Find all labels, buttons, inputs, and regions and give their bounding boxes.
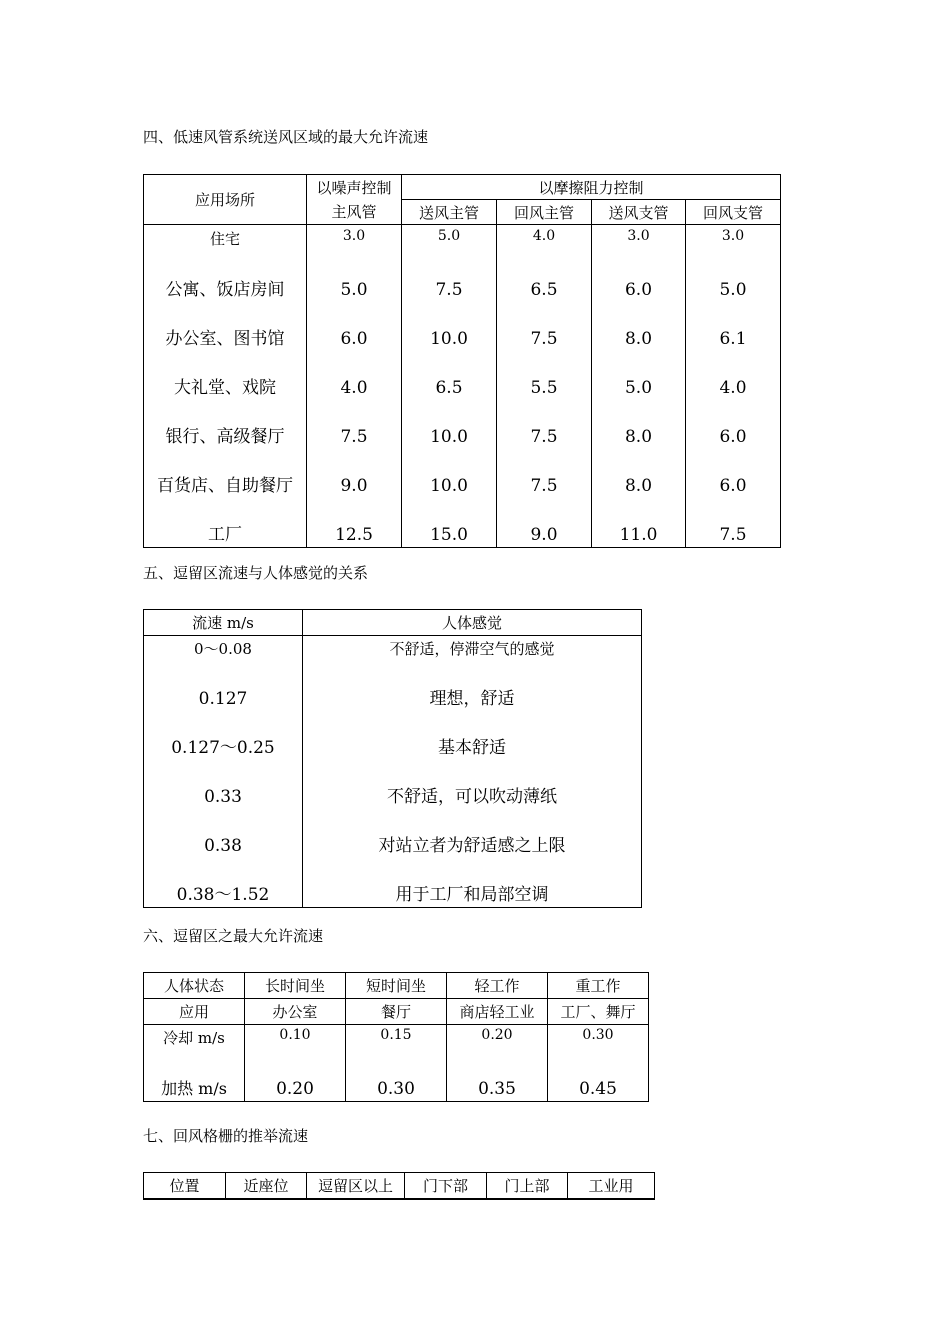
- table-row: [144, 809, 642, 858]
- cell: 5.0: [592, 351, 686, 400]
- table-row: [144, 760, 642, 809]
- section5-title: 五、逗留区流速与人体感觉的关系: [143, 564, 369, 582]
- table-row: [144, 662, 642, 711]
- table-row: [144, 400, 781, 449]
- header-friction: 以摩擦阻力控制: [402, 175, 781, 200]
- cell: 人体状态: [144, 973, 245, 999]
- table-row: [144, 498, 781, 548]
- header-cell: 近座位: [226, 1173, 307, 1200]
- cell-speed: 0.38: [144, 809, 303, 858]
- cell: 7.5: [402, 253, 497, 302]
- header-cell: 门下部: [405, 1173, 487, 1200]
- table-row: [144, 1052, 649, 1102]
- cell: 7.5: [497, 302, 592, 351]
- header-cell: 门上部: [487, 1173, 568, 1200]
- cell: 7.5: [497, 400, 592, 449]
- cell-speed: 0.38～1.52: [144, 858, 303, 908]
- cell: 6.1: [686, 302, 781, 351]
- cell-feeling: 基本舒适: [303, 711, 642, 760]
- header-noise-top: 以噪声控制: [307, 175, 402, 200]
- cell: 6.0: [307, 302, 402, 351]
- cell: 餐厅: [346, 999, 447, 1025]
- table-row: [144, 973, 649, 999]
- comfort-table: [143, 609, 642, 908]
- row-place: 办公室、图书馆: [144, 302, 307, 351]
- table-row: [144, 1025, 649, 1053]
- table-row: [144, 858, 642, 908]
- table-row: [144, 711, 642, 760]
- header-col: 送风支管: [592, 200, 686, 225]
- section4-title: 四、低速风管系统送风区域的最大允许流速: [143, 128, 429, 146]
- cell: 0.45: [548, 1052, 649, 1102]
- section6-title: 六、逗留区之最大允许流速: [143, 927, 324, 945]
- header-speed: 流速 m/s: [144, 610, 303, 636]
- row-place: 百货店、自助餐厅: [144, 449, 307, 498]
- cell: 8.0: [592, 302, 686, 351]
- cell: 0.15: [346, 1025, 447, 1053]
- cell: 6.5: [402, 351, 497, 400]
- cell: 短时间坐: [346, 973, 447, 999]
- cell-feeling: 用于工厂和局部空调: [303, 858, 642, 908]
- cell: 3.0: [686, 225, 781, 254]
- table-row: [144, 225, 781, 254]
- row-place: 住宅: [144, 225, 307, 254]
- cell: 5.5: [497, 351, 592, 400]
- cell: 8.0: [592, 449, 686, 498]
- cell: 0.30: [346, 1052, 447, 1102]
- cell: 0.20: [447, 1025, 548, 1053]
- row-place: 大礼堂、戏院: [144, 351, 307, 400]
- cell: 工厂、舞厅: [548, 999, 649, 1025]
- cell-speed: 0.127: [144, 662, 303, 711]
- cell: 4.0: [497, 225, 592, 254]
- table-row: [144, 1173, 655, 1200]
- cell: 12.5: [307, 498, 402, 548]
- cell: 3.0: [592, 225, 686, 254]
- return-grille-table: [143, 1172, 655, 1200]
- cell: 办公室: [245, 999, 346, 1025]
- header-col: 回风主管: [497, 200, 592, 225]
- cell: 5.0: [307, 253, 402, 302]
- cell: 6.0: [686, 449, 781, 498]
- cell: 4.0: [686, 351, 781, 400]
- table-row: [144, 351, 781, 400]
- cell-speed: 0.127～0.25: [144, 711, 303, 760]
- cell: 0.30: [548, 1025, 649, 1053]
- cell: 商店轻工业: [447, 999, 548, 1025]
- header-feeling: 人体感觉: [303, 610, 642, 636]
- cell: 6.5: [497, 253, 592, 302]
- cell-speed: 0.33: [144, 760, 303, 809]
- cell: 6.0: [686, 400, 781, 449]
- cell: 5.0: [402, 225, 497, 254]
- table-row: [144, 253, 781, 302]
- header-col: 送风主管: [402, 200, 497, 225]
- table-row: [144, 636, 642, 663]
- cell: 4.0: [307, 351, 402, 400]
- cell: 轻工作: [447, 973, 548, 999]
- cell: 0.35: [447, 1052, 548, 1102]
- cell: 0.20: [245, 1052, 346, 1102]
- cell: 8.0: [592, 400, 686, 449]
- cell: 5.0: [686, 253, 781, 302]
- cell: 10.0: [402, 302, 497, 351]
- table-row: [144, 999, 649, 1025]
- cell-speed: 0～0.08: [144, 636, 303, 663]
- cell: 重工作: [548, 973, 649, 999]
- cell-feeling: 不舒适，停滞空气的感觉: [303, 636, 642, 663]
- cell: 7.5: [307, 400, 402, 449]
- table-row: [144, 449, 781, 498]
- header-noise-bottom: 主风管: [307, 200, 402, 225]
- row-label: 冷却 m/s: [144, 1025, 245, 1053]
- header-cell: 位置: [144, 1173, 226, 1200]
- table-row: [144, 302, 781, 351]
- cell: 9.0: [497, 498, 592, 548]
- cell: 6.0: [592, 253, 686, 302]
- cell: 长时间坐: [245, 973, 346, 999]
- header-cell: 工业用: [568, 1173, 655, 1200]
- cell: 0.10: [245, 1025, 346, 1053]
- section7-title: 七、回风格栅的推举流速: [143, 1127, 309, 1145]
- max-speed-table: [143, 174, 781, 548]
- header-place: 应用场所: [144, 175, 307, 225]
- header-col: 回风支管: [686, 200, 781, 225]
- cell: 9.0: [307, 449, 402, 498]
- cell: 11.0: [592, 498, 686, 548]
- dwell-zone-table: [143, 972, 649, 1102]
- header-cell: 逗留区以上: [307, 1173, 405, 1200]
- cell: 10.0: [402, 400, 497, 449]
- cell: 10.0: [402, 449, 497, 498]
- cell-feeling: 不舒适，可以吹动薄纸: [303, 760, 642, 809]
- row-place: 公寓、饭店房间: [144, 253, 307, 302]
- cell: 7.5: [497, 449, 592, 498]
- cell-feeling: 理想，舒适: [303, 662, 642, 711]
- cell: 3.0: [307, 225, 402, 254]
- cell: 应用: [144, 999, 245, 1025]
- cell-feeling: 对站立者为舒适感之上限: [303, 809, 642, 858]
- row-place: 工厂: [144, 498, 307, 548]
- cell: 7.5: [686, 498, 781, 548]
- row-place: 银行、高级餐厅: [144, 400, 307, 449]
- cell: 15.0: [402, 498, 497, 548]
- row-label: 加热 m/s: [144, 1052, 245, 1102]
